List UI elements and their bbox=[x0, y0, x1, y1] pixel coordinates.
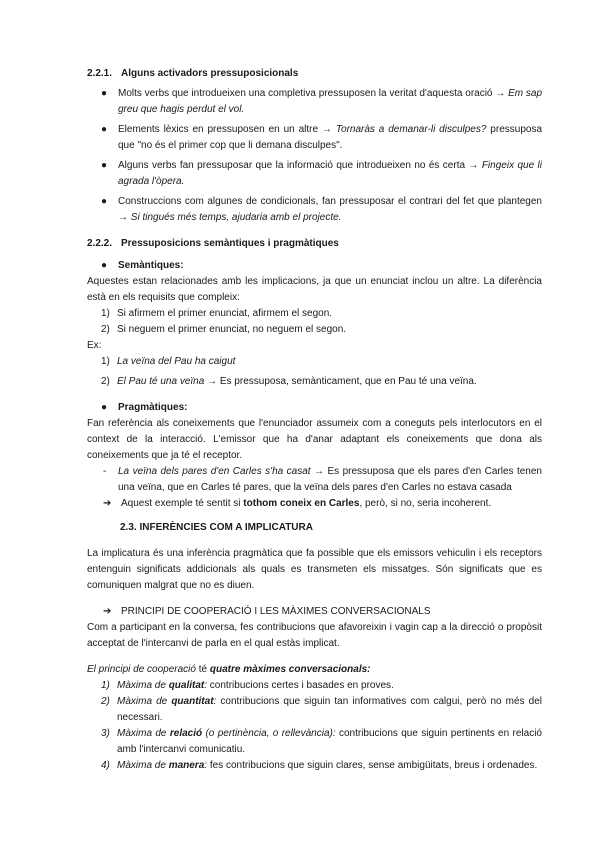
paragraph: Fan referència als coneixements que l'enunciador assumeix com a coneguts pels interlocutors en el context de la interacció. L'emissor que ha d'anar adaptant els coneixements que dona als coneixements que ja té el receptor. bbox=[87, 418, 542, 461]
list-item: 3) Màxima de relació (o pertinència, o rellevància): contribucions que siguin pertinents en relació amb l'intercanvi comunicatiu. bbox=[101, 728, 542, 755]
list-item: ● Alguns verbs fan pressuposar que la informació que introdueixen no és certa → Fingeix que li agrada l'òpera. bbox=[101, 160, 542, 187]
bullet-icon: ● bbox=[101, 124, 108, 135]
subheading-semantic: ● Semàntiques: bbox=[87, 258, 542, 274]
list-item: 2) Màxima de quantitat: contribucions que siguin tan informatives com calgui, però no més del necessari. bbox=[101, 696, 542, 723]
paragraph: Com a participant en la conversa, fes contribucions que afavoreixin i vagin cap a la direcció o propòsit acceptat de l'intercanvi de parla en el qual estàs implicat. bbox=[87, 622, 542, 649]
section-heading-2-2-1 bbox=[87, 66, 542, 82]
list-item: ● Construccions com algunes de condicionals, fan pressuposar el contrari del fet que plantegen → Si tingués més temps, ajudaria amb el projecte. bbox=[101, 196, 542, 223]
list-item: ➔ Aquest exemple té sentit si tothom coneix en Carles, però, si no, seria incoherent. bbox=[87, 496, 542, 512]
paragraph: La implicatura és una inferència pragmàtica que fa possible que els emissors vehiculin i els receptors entenguin significats addicionals als quals es transmeten els missatges. Són significats que es comuniquen malgrat que no es diuen. bbox=[87, 548, 542, 591]
bullet-icon: ● bbox=[101, 196, 108, 207]
list-item: ● Elements lèxics en pressuposen en un altre → Tornaràs a demanar-li disculpes? pressuposa que "no és el primer cop que li demana disculpes". bbox=[101, 124, 542, 151]
example-label: Ex: bbox=[87, 340, 102, 351]
document-page bbox=[87, 66, 542, 774]
list-item: 2) El Pau té una veïna → Es pressuposa, semànticament, que en Pau té una veïna. bbox=[101, 376, 477, 387]
list-item: 1) La veïna del Pau ha caigut bbox=[101, 356, 236, 367]
section-heading-2-3: 2.3. INFERÈNCIES COM A IMPLICATURA bbox=[120, 522, 313, 533]
arrow-icon: ➔ bbox=[103, 498, 112, 509]
list-item: 1) Si afirmem el primer enunciat, afirmem el segon. bbox=[101, 308, 333, 319]
list-item: 2) Si neguem el primer enunciat, no neguem el segon. bbox=[101, 324, 347, 335]
section-heading-2-2-2 bbox=[87, 236, 542, 252]
section-title: Pressuposicions semàntiques i pragmàtiques bbox=[121, 238, 339, 249]
list-item: ● Molts verbs que introdueixen una completiva pressuposen la veritat d'aquesta oració → Em sap greu que hagis perdut el vol. bbox=[101, 88, 543, 115]
list-item: - La veïna dels pares d'en Carles s'ha casat → Es pressuposa que els pares d'en Carles tenen una veïna, que en Carles té pares, que la veïna dels pares d'en Carles no estava casada bbox=[103, 466, 542, 493]
subheading-pragmatic: ● Pragmàtiques: bbox=[87, 400, 542, 416]
arrow-icon: ➔ bbox=[103, 606, 112, 617]
bullet-icon: ● bbox=[101, 160, 108, 171]
paragraph: Aquestes estan relacionades amb les implicacions, ja que un enunciat inclou un altre. La diferència està en els requisits que compleix: bbox=[87, 276, 542, 303]
list-item: 1) Màxima de qualitat: contribucions certes i basades en proves. bbox=[101, 680, 394, 691]
bullet-icon: ● bbox=[101, 88, 108, 99]
bullet-icon: ● bbox=[101, 260, 108, 271]
principle-heading: ➔ PRINCIPI DE COOPERACIÓ I LES MÀXIMES CONVERSACIONALS bbox=[87, 604, 542, 620]
list-item: 4) Màxima de manera: fes contribucions que siguin clares, sense ambigüitats, breus i ordenades. bbox=[101, 760, 538, 771]
section-title: Alguns activadors pressuposicionals bbox=[121, 68, 299, 79]
maxims-intro: El principi de cooperació té quatre màximes conversacionals: bbox=[87, 664, 371, 675]
section-number: 2.2.1. bbox=[87, 68, 113, 79]
bullet-icon: ● bbox=[101, 402, 108, 413]
section-number: 2.2.2. bbox=[87, 238, 113, 249]
